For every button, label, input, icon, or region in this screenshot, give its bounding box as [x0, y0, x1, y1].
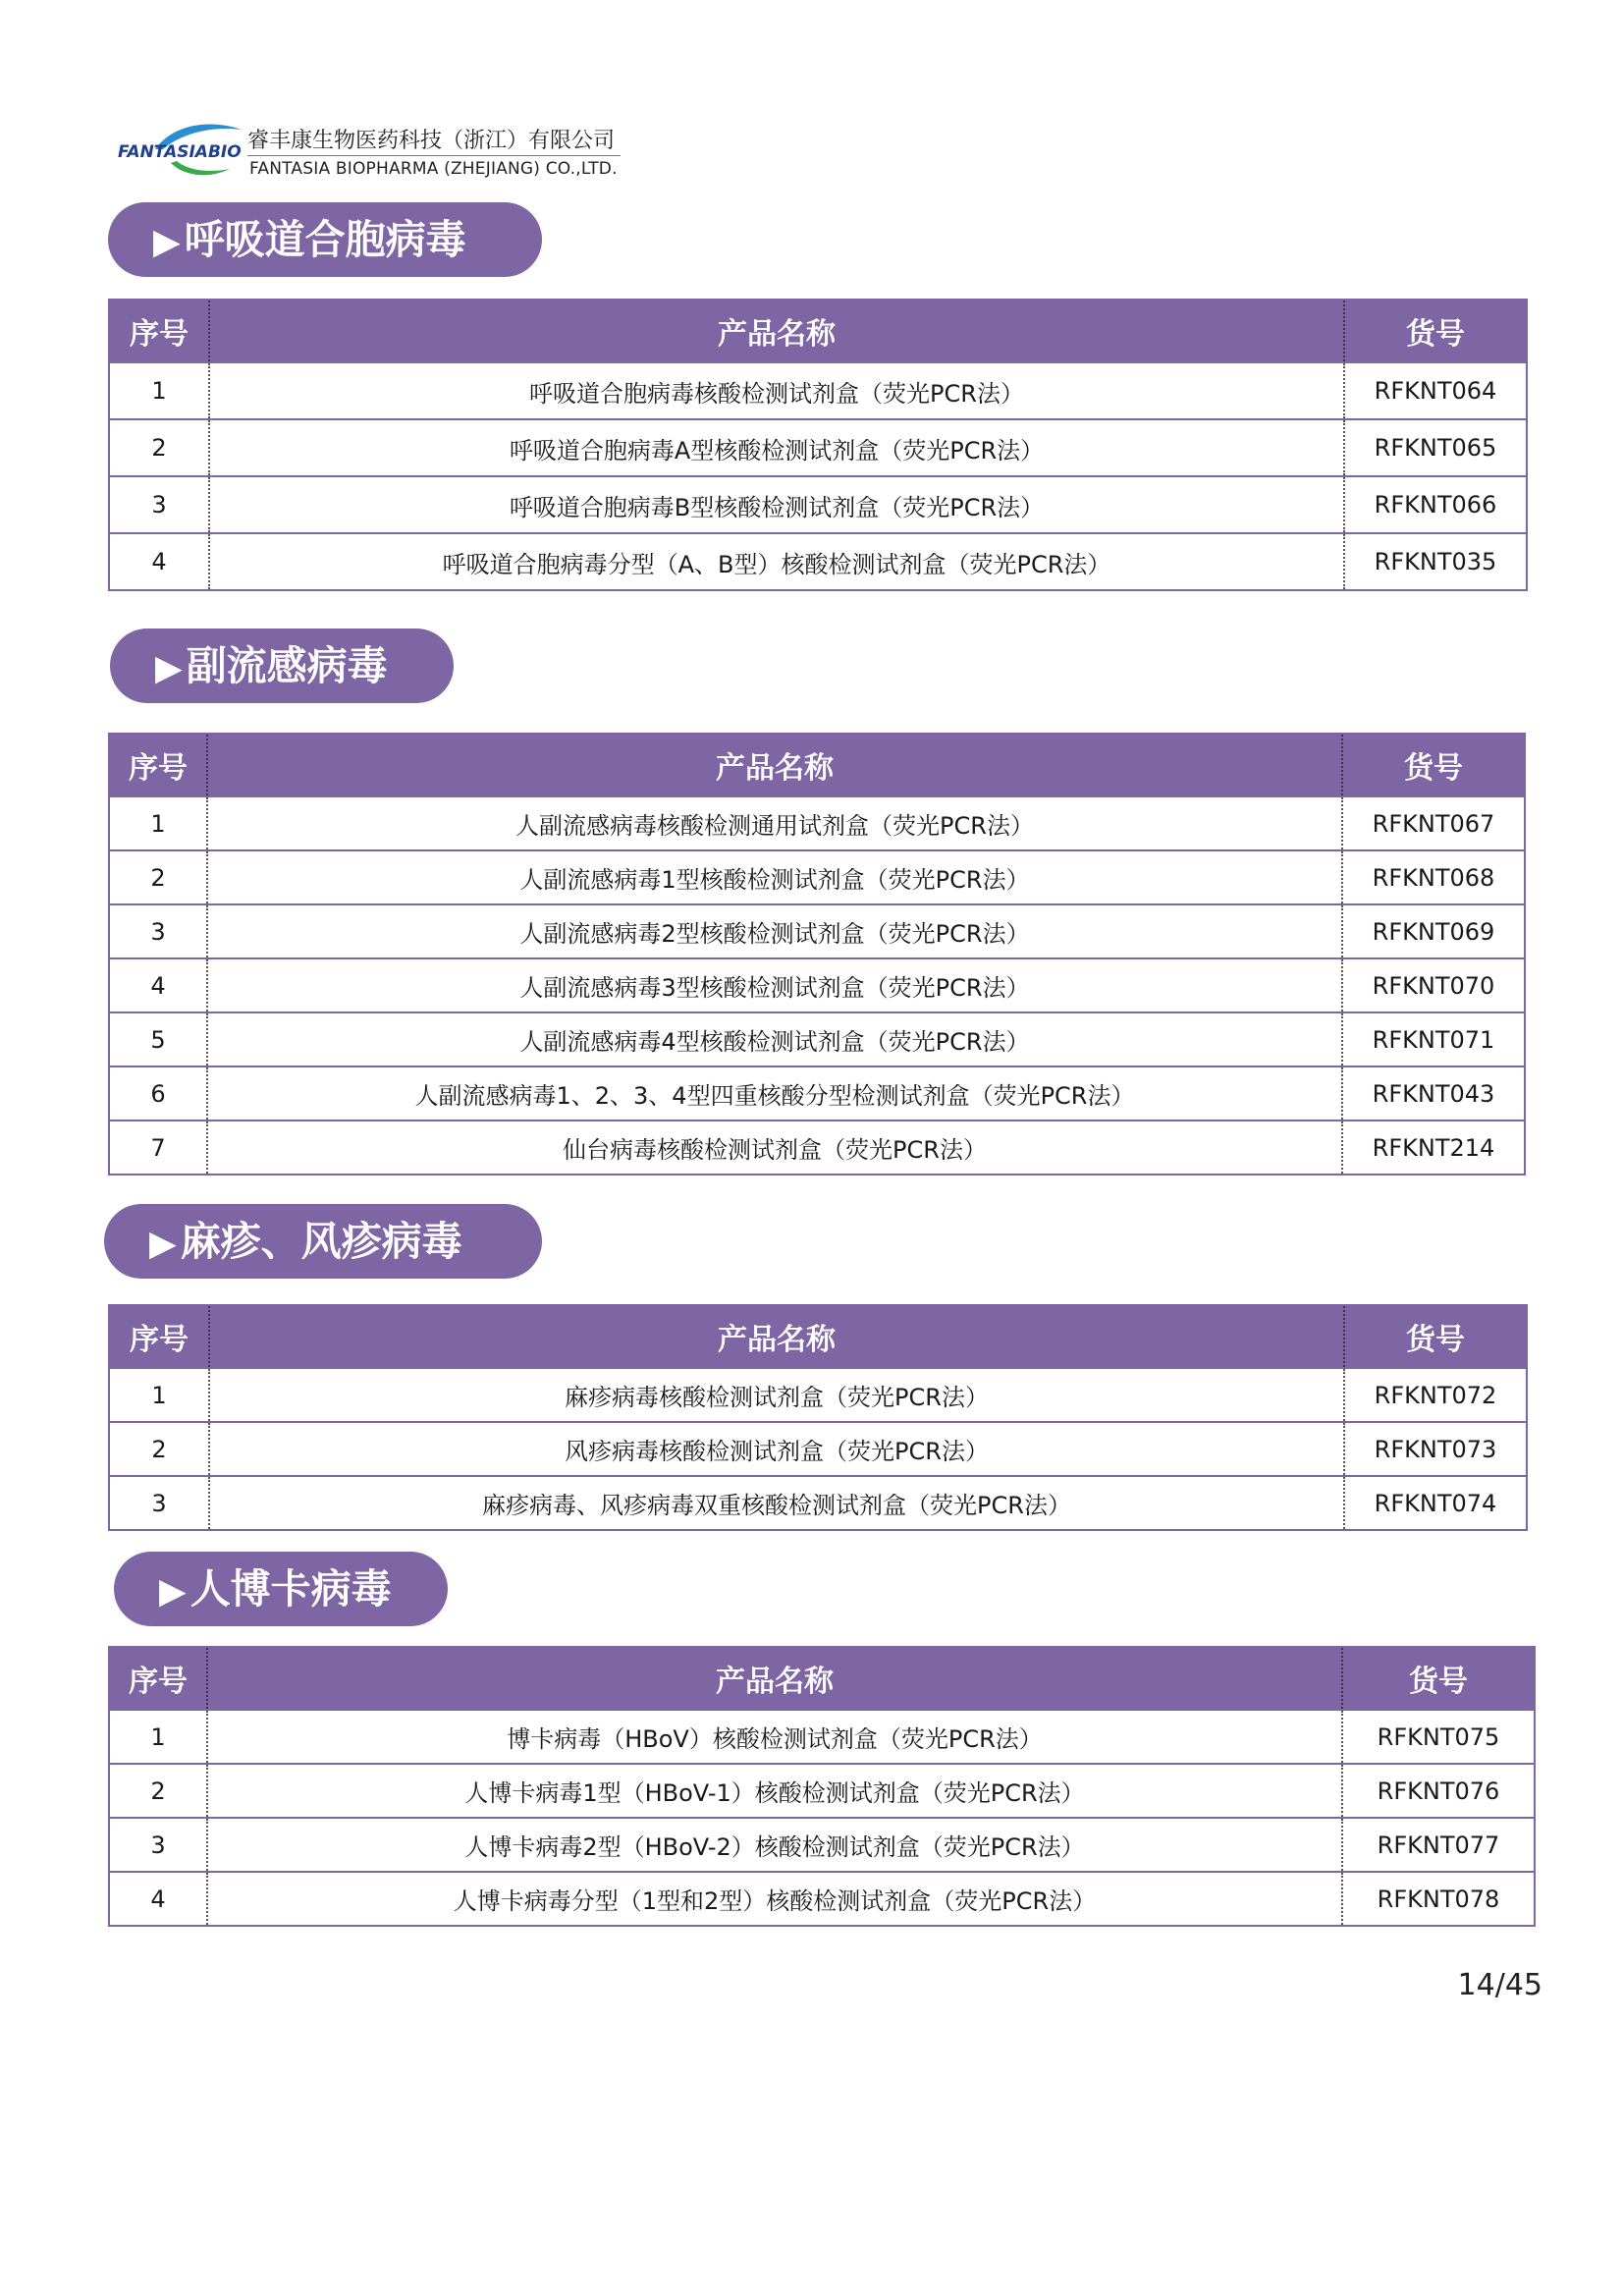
- company-name-cn: 睿丰康生物医药科技（浙江）有限公司: [247, 129, 616, 153]
- table-row: [109, 1121, 1525, 1175]
- row-product-code: RFKNT077: [1342, 1818, 1535, 1872]
- col-header-index: 序号: [109, 300, 209, 362]
- row-index: 4: [109, 958, 207, 1012]
- row-product-code: RFKNT073: [1344, 1422, 1527, 1476]
- table-row: [109, 362, 1527, 419]
- row-product-name: 人副流感病毒1、2、3、4型四重核酸分型检测试剂盒（荧光PCR法）: [207, 1066, 1342, 1121]
- section-title-bocavirus: ▶人博卡病毒: [114, 1552, 448, 1626]
- row-product-name: 呼吸道合胞病毒A型核酸检测试剂盒（荧光PCR法）: [209, 419, 1344, 476]
- col-header-name: 产品名称: [207, 734, 1342, 796]
- row-product-code: RFKNT075: [1342, 1710, 1535, 1764]
- section-title-measles-rubella: ▶麻疹、风疹病毒: [104, 1204, 542, 1279]
- row-product-name: 麻疹病毒核酸检测试剂盒（荧光PCR法）: [209, 1368, 1344, 1422]
- row-index: 2: [109, 1764, 207, 1818]
- play-triangle-icon: ▶: [149, 1224, 177, 1264]
- row-product-name: 呼吸道合胞病毒B型核酸检测试剂盒（荧光PCR法）: [209, 476, 1344, 533]
- row-index: 2: [109, 419, 209, 476]
- row-product-name: 人副流感病毒4型核酸检测试剂盒（荧光PCR法）: [207, 1012, 1342, 1066]
- row-index: 3: [109, 476, 209, 533]
- row-index: 5: [109, 1012, 207, 1066]
- table-row: [109, 796, 1525, 850]
- table-header-row: [109, 1305, 1527, 1368]
- section-title-parainfluenza: ▶副流感病毒: [110, 629, 454, 703]
- table-row: [109, 1872, 1535, 1926]
- row-product-code: RFKNT214: [1342, 1121, 1525, 1175]
- col-header-index: 序号: [109, 1305, 209, 1368]
- play-triangle-icon: ▶: [155, 648, 183, 688]
- row-index: 3: [109, 904, 207, 958]
- col-header-code: 货号: [1344, 300, 1527, 362]
- row-product-code: RFKNT043: [1342, 1066, 1525, 1121]
- table-row: [109, 533, 1527, 590]
- row-product-name: 人副流感病毒2型核酸检测试剂盒（荧光PCR法）: [207, 904, 1342, 958]
- company-logo: [116, 116, 243, 187]
- row-product-name: 仙台病毒核酸检测试剂盒（荧光PCR法）: [207, 1121, 1342, 1175]
- row-product-code: RFKNT066: [1344, 476, 1527, 533]
- product-table-bocavirus: [108, 1646, 1536, 1927]
- row-index: 7: [109, 1121, 207, 1175]
- table-row: [109, 1710, 1535, 1764]
- table-header-row: [109, 734, 1525, 796]
- row-index: 6: [109, 1066, 207, 1121]
- row-product-code: RFKNT068: [1342, 850, 1525, 904]
- row-product-code: RFKNT064: [1344, 362, 1527, 419]
- header-divider: [247, 155, 621, 156]
- row-product-name: 风疹病毒核酸检测试剂盒（荧光PCR法）: [209, 1422, 1344, 1476]
- col-header-name: 产品名称: [207, 1647, 1342, 1710]
- row-index: 4: [109, 533, 209, 590]
- row-product-name: 人副流感病毒1型核酸检测试剂盒（荧光PCR法）: [207, 850, 1342, 904]
- product-table-measles-rubella: [108, 1304, 1528, 1531]
- col-header-code: 货号: [1344, 1305, 1527, 1368]
- table-row: [109, 1422, 1527, 1476]
- row-product-code: RFKNT069: [1342, 904, 1525, 958]
- table-row: [109, 958, 1525, 1012]
- row-product-code: RFKNT076: [1342, 1764, 1535, 1818]
- row-product-code: RFKNT065: [1344, 419, 1527, 476]
- col-header-name: 产品名称: [209, 1305, 1344, 1368]
- company-name-en: FANTASIA BIOPHARMA (ZHEJIANG) CO.,LTD.: [249, 159, 618, 179]
- row-index: 2: [109, 1422, 209, 1476]
- table-row: [109, 1368, 1527, 1422]
- col-header-code: 货号: [1342, 734, 1525, 796]
- logo-wordmark: FANTASIABIO: [118, 142, 242, 162]
- table-row: [109, 1066, 1525, 1121]
- page-number: 14/45: [1457, 1968, 1542, 2002]
- row-product-name: 博卡病毒（HBoV）核酸检测试剂盒（荧光PCR法）: [207, 1710, 1342, 1764]
- row-product-name: 人博卡病毒分型（1型和2型）核酸检测试剂盒（荧光PCR法）: [207, 1872, 1342, 1926]
- table-row: [109, 1764, 1535, 1818]
- table-row: [109, 419, 1527, 476]
- row-product-name: 呼吸道合胞病毒核酸检测试剂盒（荧光PCR法）: [209, 362, 1344, 419]
- table-row: [109, 850, 1525, 904]
- table-header-row: [109, 300, 1527, 362]
- row-product-code: RFKNT070: [1342, 958, 1525, 1012]
- play-triangle-icon: ▶: [159, 1571, 187, 1612]
- row-index: 1: [109, 796, 207, 850]
- row-product-name: 麻疹病毒、风疹病毒双重核酸检测试剂盒（荧光PCR法）: [209, 1476, 1344, 1530]
- row-index: 3: [109, 1476, 209, 1530]
- table-row: [109, 1012, 1525, 1066]
- row-product-name: 人副流感病毒3型核酸检测试剂盒（荧光PCR法）: [207, 958, 1342, 1012]
- section-title-rsv: ▶呼吸道合胞病毒: [108, 202, 542, 277]
- col-header-index: 序号: [109, 1647, 207, 1710]
- col-header-code: 货号: [1342, 1647, 1535, 1710]
- row-product-code: RFKNT071: [1342, 1012, 1525, 1066]
- row-product-code: RFKNT078: [1342, 1872, 1535, 1926]
- row-index: 3: [109, 1818, 207, 1872]
- row-product-code: RFKNT074: [1344, 1476, 1527, 1530]
- row-index: 1: [109, 1710, 207, 1764]
- row-product-name: 人博卡病毒1型（HBoV-1）核酸检测试剂盒（荧光PCR法）: [207, 1764, 1342, 1818]
- col-header-name: 产品名称: [209, 300, 1344, 362]
- company-header: [116, 116, 626, 187]
- product-table-rsv: [108, 299, 1528, 591]
- table-row: [109, 1818, 1535, 1872]
- table-row: [109, 476, 1527, 533]
- row-product-code: RFKNT035: [1344, 533, 1527, 590]
- row-product-name: 呼吸道合胞病毒分型（A、B型）核酸检测试剂盒（荧光PCR法）: [209, 533, 1344, 590]
- product-table-parainfluenza: [108, 733, 1526, 1175]
- row-index: 4: [109, 1872, 207, 1926]
- table-row: [109, 1476, 1527, 1530]
- play-triangle-icon: ▶: [153, 222, 181, 262]
- col-header-index: 序号: [109, 734, 207, 796]
- row-product-name: 人副流感病毒核酸检测通用试剂盒（荧光PCR法）: [207, 796, 1342, 850]
- table-row: [109, 904, 1525, 958]
- row-index: 2: [109, 850, 207, 904]
- row-product-name: 人博卡病毒2型（HBoV-2）核酸检测试剂盒（荧光PCR法）: [207, 1818, 1342, 1872]
- row-index: 1: [109, 1368, 209, 1422]
- row-product-code: RFKNT067: [1342, 796, 1525, 850]
- table-header-row: [109, 1647, 1535, 1710]
- row-product-code: RFKNT072: [1344, 1368, 1527, 1422]
- row-index: 1: [109, 362, 209, 419]
